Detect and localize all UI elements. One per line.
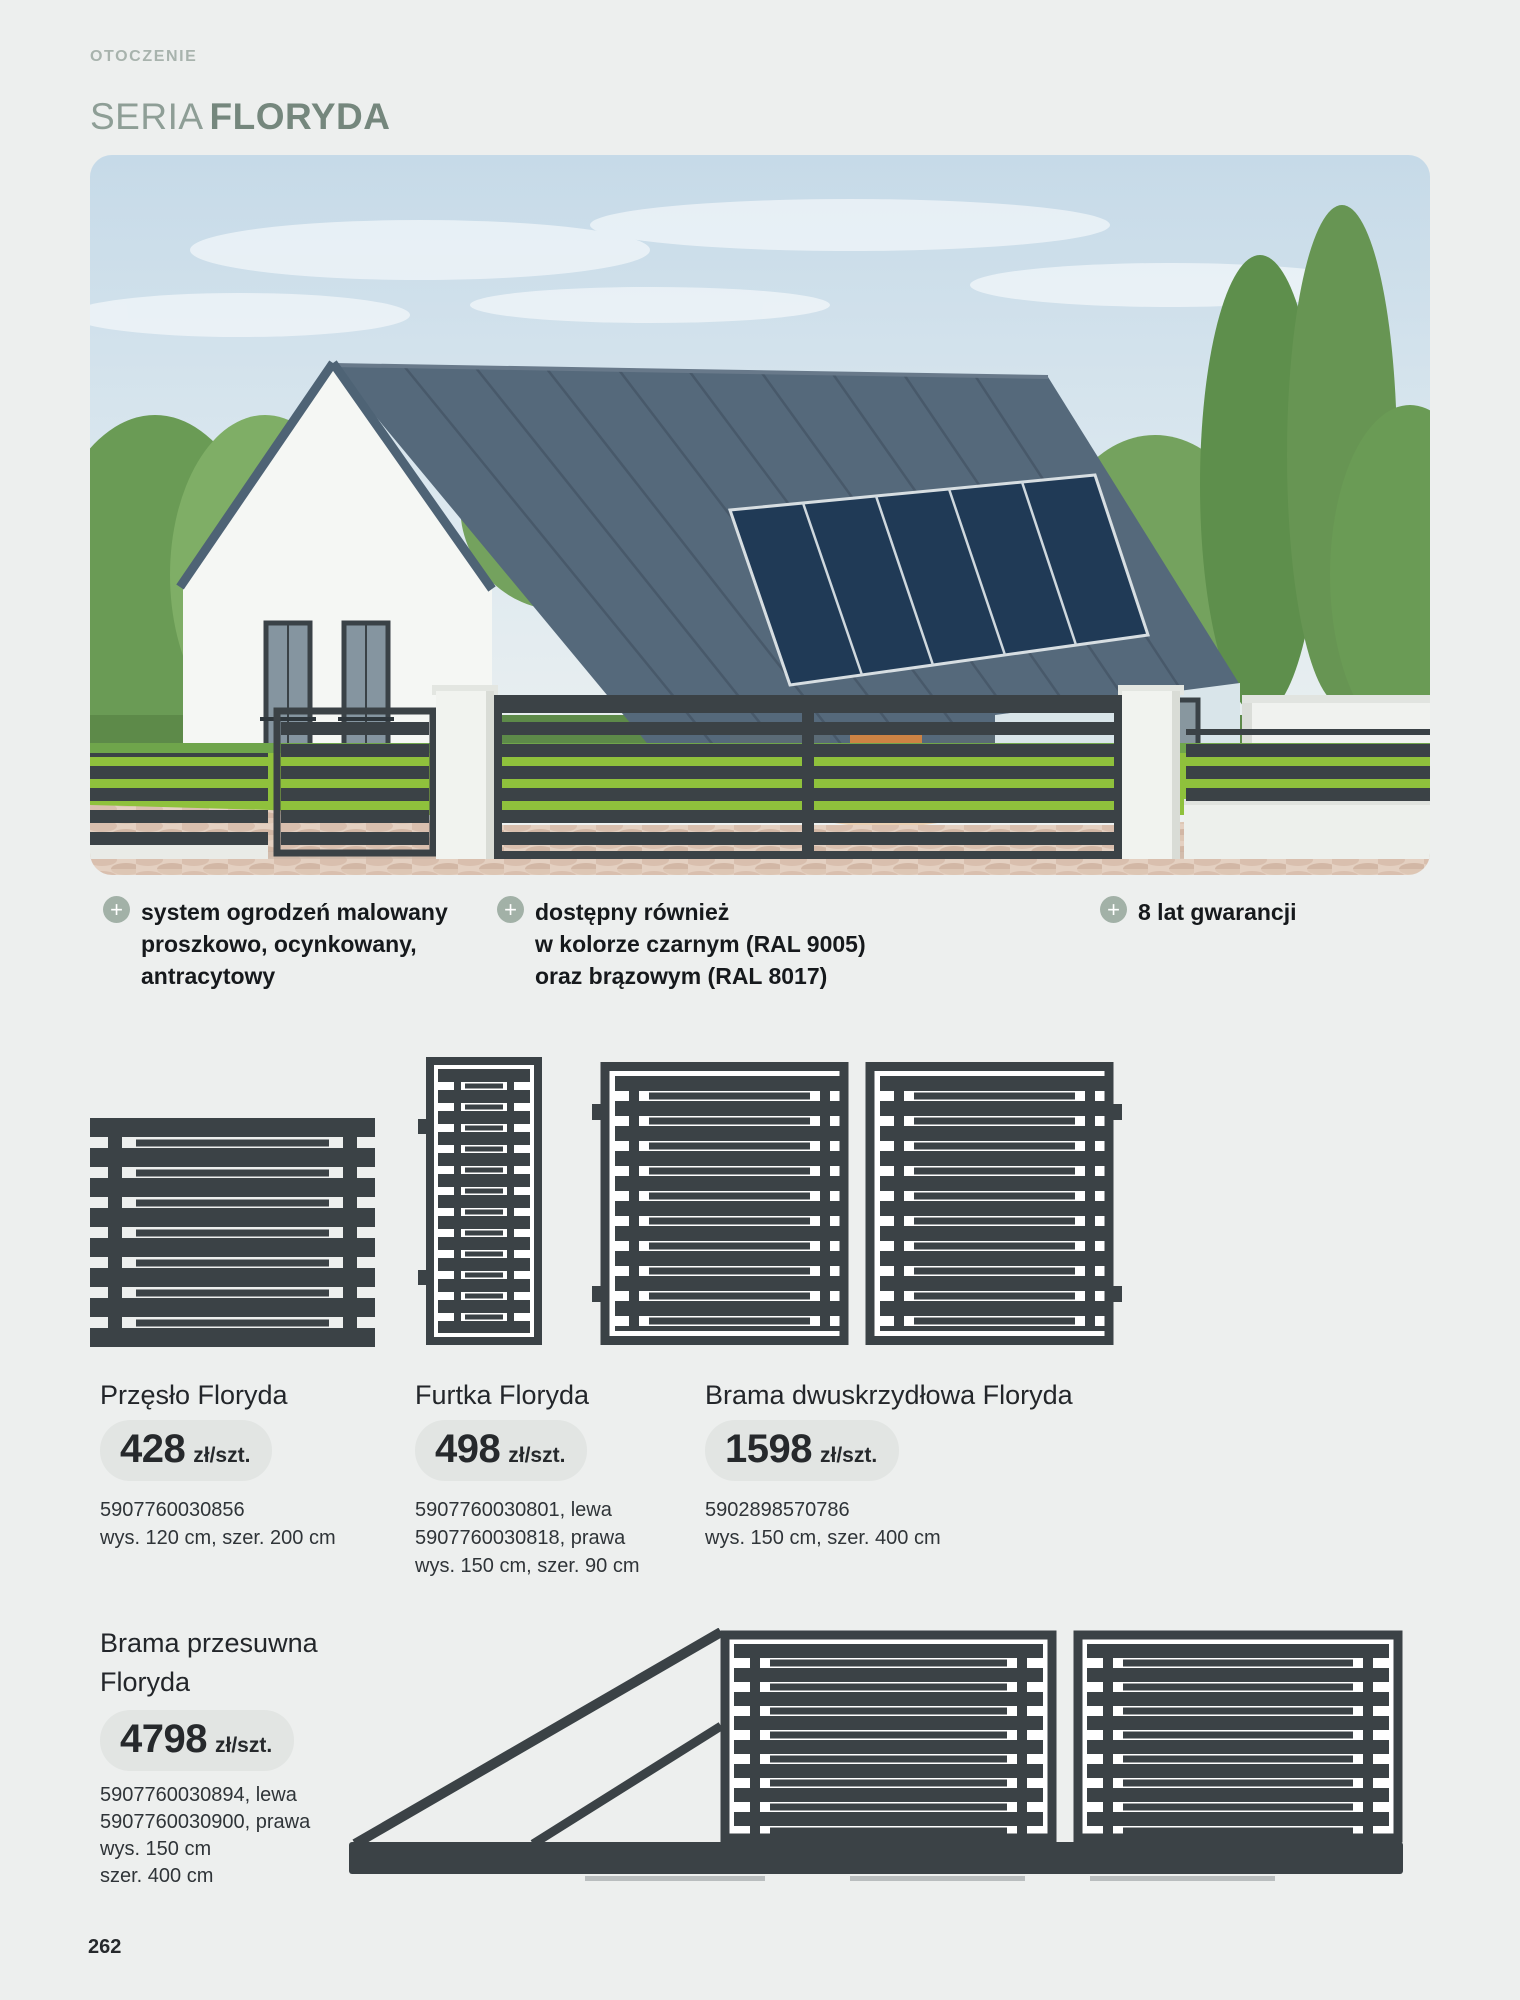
feature-item [1100,896,1420,928]
price-unit: zł/szt. [508,1444,566,1467]
product-dimensions: wys. 150 cm, szer. 90 cm [415,1555,640,1577]
brama-dwuskrzydlowa-illustration [592,1062,1122,1345]
product-dimensions: wys. 120 cm, szer. 200 cm [100,1527,336,1549]
feature-line: oraz brązowym (RAL 8017) [535,963,828,989]
section-eyebrow: OTOCZENIE [90,48,198,65]
product-details [705,1496,941,1552]
price-badge [415,1420,587,1481]
feature-text [1138,896,1297,928]
hero-scene-illustration [90,155,1430,875]
product-code: 5907760030801, lewa [415,1499,612,1521]
product-code: 5907760030856 [100,1499,245,1521]
feature-text [141,896,448,992]
plus-icon [1100,896,1127,923]
product-dimensions: wys. 150 cm [100,1838,212,1860]
product-name [100,1624,318,1702]
product-code: 5907760030894, lewa [100,1784,297,1806]
price-badge [705,1420,899,1481]
brama-przesuwna-illustration [335,1628,1410,1886]
price-unit: zł/szt. [193,1444,251,1467]
product-dimensions: szer. 400 cm [100,1865,214,1887]
product-details [100,1496,336,1552]
feature-text [535,896,866,992]
feature-line: dostępny również [535,899,730,925]
feature-line: proszkowo, ocynkowany, [141,931,417,957]
product-name: Brama dwuskrzydłowa Floryda [705,1380,1073,1410]
product-name: Przęsło Floryda [100,1380,288,1410]
przeslo-illustration [90,1118,375,1347]
product-details [415,1496,640,1580]
price-badge [100,1420,272,1481]
price-unit: zł/szt. [214,1734,273,1757]
page-title [90,96,391,138]
plus-glyph: + [110,896,123,922]
product-dimensions: wys. 150 cm, szer. 400 cm [705,1527,941,1549]
plus-icon [497,896,524,923]
feature-line: system ogrodzeń malowany [141,899,448,925]
feature-line: antracytowy [141,963,276,989]
plus-glyph: + [1107,896,1120,922]
feature-line: 8 lat gwarancji [1138,899,1297,925]
product-details [100,1782,310,1890]
product-name: Furtka Floryda [415,1380,590,1410]
series-label: SERIA [90,96,204,137]
price-value: 1598 [725,1427,812,1471]
furtka-illustration [418,1057,544,1345]
product-code: 5907760030818, prawa [415,1527,626,1549]
plus-glyph: + [504,896,517,922]
feature-item [103,896,483,992]
product-code: 5902898570786 [705,1499,850,1521]
page-number: 262 [88,1936,122,1958]
price-badge [100,1710,294,1771]
series-name: FLORYDA [209,96,391,137]
price-value: 4798 [120,1717,207,1761]
feature-item [497,896,917,992]
product-code: 5907760030900, prawa [100,1811,311,1833]
product-name-line: Floryda [100,1667,191,1697]
plus-icon [103,896,130,923]
price-unit: zł/szt. [819,1444,878,1467]
hero-image [90,155,1430,875]
price-value: 498 [435,1427,501,1471]
feature-line: w kolorze czarnym (RAL 9005) [535,931,866,957]
product-name-line: Brama przesuwna [100,1628,318,1658]
price-value: 428 [120,1427,186,1471]
